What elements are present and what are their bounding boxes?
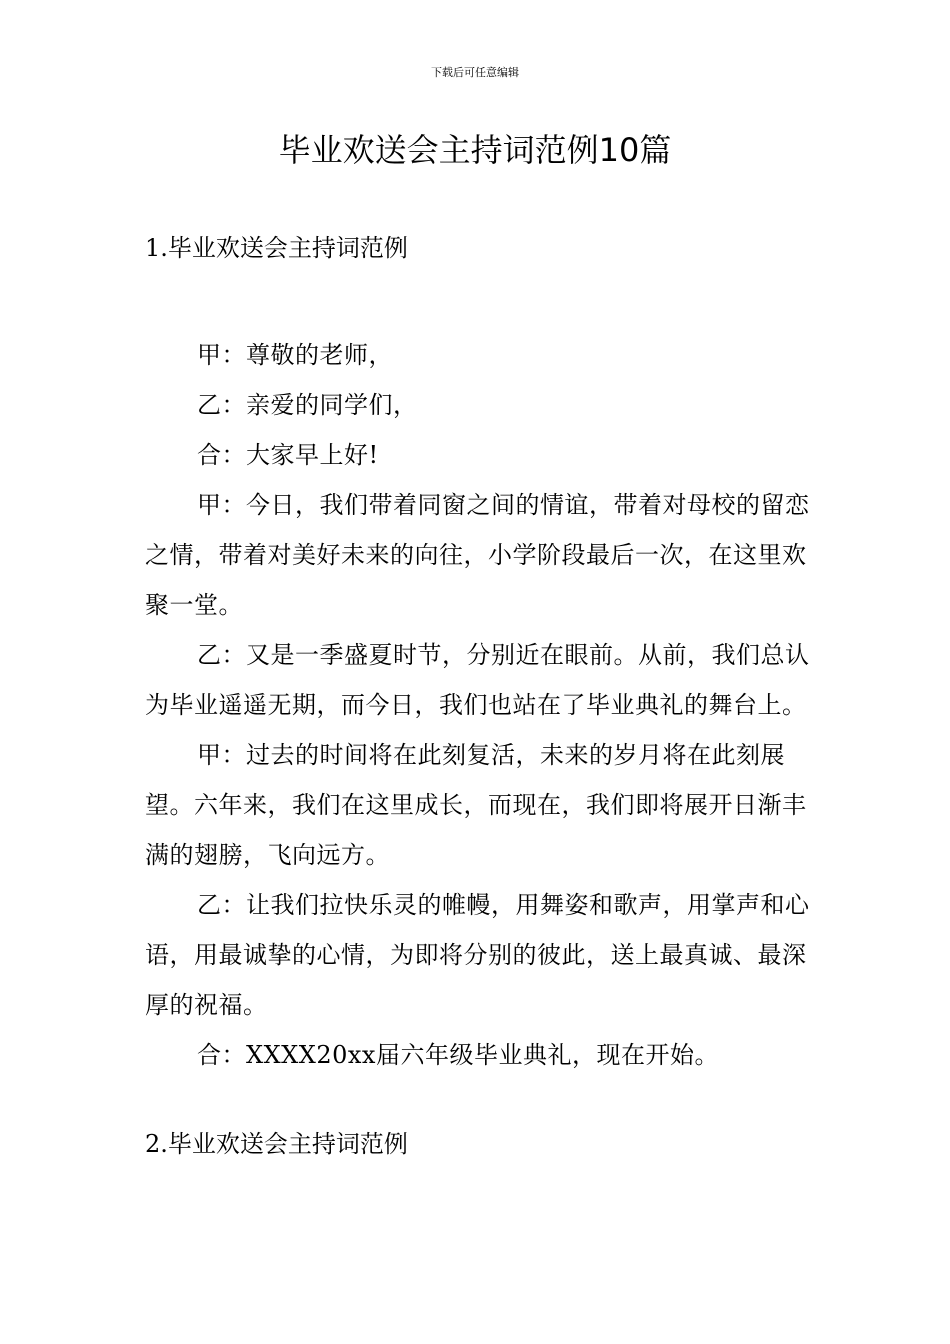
paragraph: 乙：又是一季盛夏时节，分别近在眼前。从前，我们总认为毕业遥遥无期，而今日，我们也站在了毕业典礼的舞台上。 [145,641,810,719]
paragraph: 乙：亲爱的同学们， [197,391,418,419]
section-heading-2: 2.毕业欢送会主持词范例 [145,1130,408,1158]
header-note: 下载后可任意编辑 [431,66,519,79]
paragraph: 甲：今日，我们带着同窗之间的情谊，带着对母校的留恋之情，带着对美好未来的向往，小学阶段最后一次，在这里欢聚一堂。 [145,491,810,619]
paragraph: 甲：过去的时间将在此刻复活，未来的岁月将在此刻展望。六年来，我们在这里成长，而现在，我们即将展开日渐丰满的翅膀，飞向远方。 [145,741,807,869]
paragraph: 合：XXXX20xx届六年级毕业典礼，现在开始。 [197,1041,719,1069]
document-title: 毕业欢送会主持词范例10篇 [278,131,672,169]
paragraph: 合：大家早上好! [197,441,379,469]
paragraph: 甲：尊敬的老师， [197,341,393,369]
paragraph: 乙：让我们拉快乐灵的帷幔，用舞姿和歌声，用掌声和心语，用最诚挚的心情，为即将分别的彼此，送上最真诚、最深厚的祝福。 [145,891,810,1019]
section-1-body [145,330,815,1080]
section-heading-1: 1.毕业欢送会主持词范例 [145,234,408,262]
